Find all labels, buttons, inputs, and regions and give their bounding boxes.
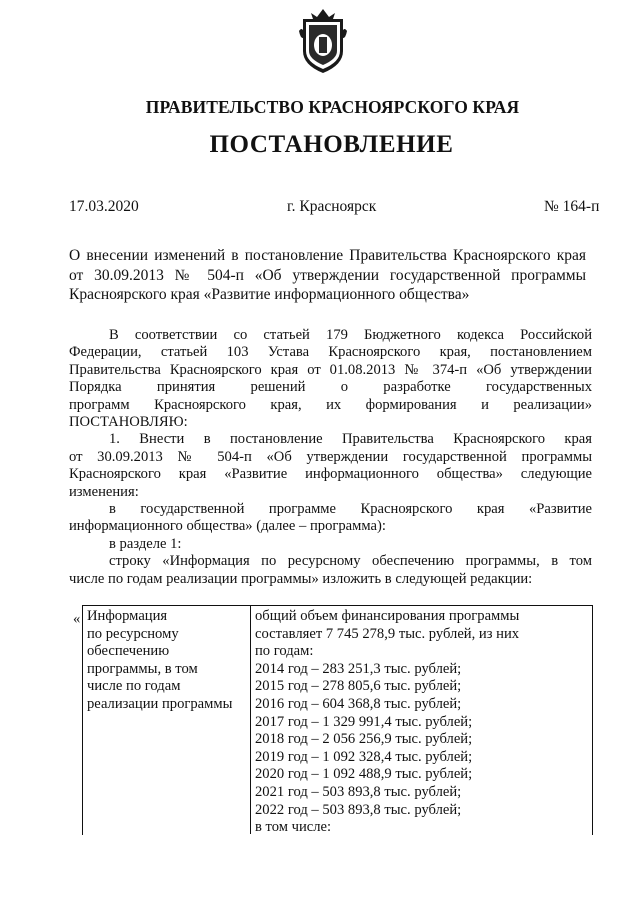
document-date: 17.03.2020: [69, 198, 139, 215]
right-cell-line: 2019 год – 1 092 328,4 тыс. рублей;: [255, 748, 473, 765]
body-line: программ Красноярского края, их формирования и реализации»: [69, 396, 592, 413]
subject-line: О внесении изменений в постановление Правительства Красноярского края: [69, 247, 586, 264]
document-subject: [69, 246, 586, 305]
financing-table: [69, 605, 592, 885]
body-line: 1. Внести в постановление Правительства Красноярского края: [109, 431, 592, 448]
government-title: ПРАВИТЕЛЬСТВО КРАСНОЯРСКОГО КРАЯ: [145, 97, 520, 117]
left-cell-line: Информация: [87, 608, 168, 624]
right-cell-line: 2020 год – 1 092 488,9 тыс. рублей;: [255, 766, 473, 783]
body-line: в разделе 1:: [109, 535, 182, 552]
document-city: г. Красноярск: [287, 198, 377, 215]
table-right-cell: [255, 608, 589, 837]
body-line: в государственной программе Красноярского края «Развитие: [109, 501, 592, 518]
subject-line: Красноярского края «Развитие информационного общества»: [69, 286, 470, 303]
body-line: информационного общества» (далее – программа):: [69, 518, 386, 535]
left-cell-line: реализации программы: [87, 695, 233, 712]
coat-of-arms-icon: [297, 7, 349, 75]
right-cell-line: 2014 год – 283 251,3 тыс. рублей;: [255, 660, 462, 677]
right-cell-line: 2016 год – 604 368,8 тыс. рублей;: [255, 695, 462, 712]
right-cell-line: составляет 7 745 278,9 тыс. рублей, из них: [255, 625, 520, 642]
body-line: Федерации, статьей 103 Устава Красноярского края, постановлением: [69, 344, 592, 361]
right-cell-line: 2021 год – 503 893,8 тыс. рублей;: [255, 783, 462, 800]
right-cell-line: 2015 год – 278 805,6 тыс. рублей;: [255, 678, 462, 695]
body-line: Красноярского края «Развитие информационного общества» следующие: [69, 466, 592, 483]
body-line: В соответствии со статьей 179 Бюджетного кодекса Российской: [109, 327, 592, 343]
left-cell-line: по ресурсному: [87, 625, 179, 642]
left-cell-line: числе по годам: [87, 678, 181, 695]
body-line: ПОСТАНОВЛЯЮ:: [69, 414, 188, 431]
document-body: [69, 327, 592, 588]
table-column-divider: [250, 605, 251, 834]
left-cell-line: программы, в том: [87, 660, 198, 677]
right-cell-line: 2017 год – 1 329 991,4 тыс. рублей;: [255, 713, 473, 730]
document-number: № 164-п: [544, 198, 600, 215]
document-type-title: ПОСТАНОВЛЕНИЕ: [209, 131, 454, 158]
right-cell-line: в том числе:: [255, 819, 332, 836]
right-cell-line: по годам:: [255, 643, 314, 660]
right-cell-line: 2022 год – 503 893,8 тыс. рублей;: [255, 801, 462, 818]
opening-quote: «: [73, 611, 81, 627]
table-left-cell: [87, 608, 249, 714]
subject-line: от 30.09.2013 № 504-п «Об утверждении государственной программы: [69, 266, 586, 284]
body-line: Правительства Красноярского края от 01.08.2013 № 374-п «Об утверждении: [69, 361, 592, 378]
body-line: строку «Информация по ресурсному обеспечению программы, в том: [109, 553, 592, 570]
body-line: числе по годам реализации программы» изложить в следующей редакции:: [69, 570, 533, 587]
right-cell-line: общий объем финансирования программы: [255, 608, 520, 624]
body-line: Порядка принятия решений о разработке государственных: [69, 379, 592, 396]
left-cell-line: обеспечению: [87, 643, 170, 660]
right-cell-line: 2018 год – 2 056 256,9 тыс. рублей;: [255, 731, 473, 748]
body-line: изменения:: [69, 483, 139, 500]
body-line: от 30.09.2013 № 504-п «Об утверждении государственной программы: [69, 448, 592, 465]
